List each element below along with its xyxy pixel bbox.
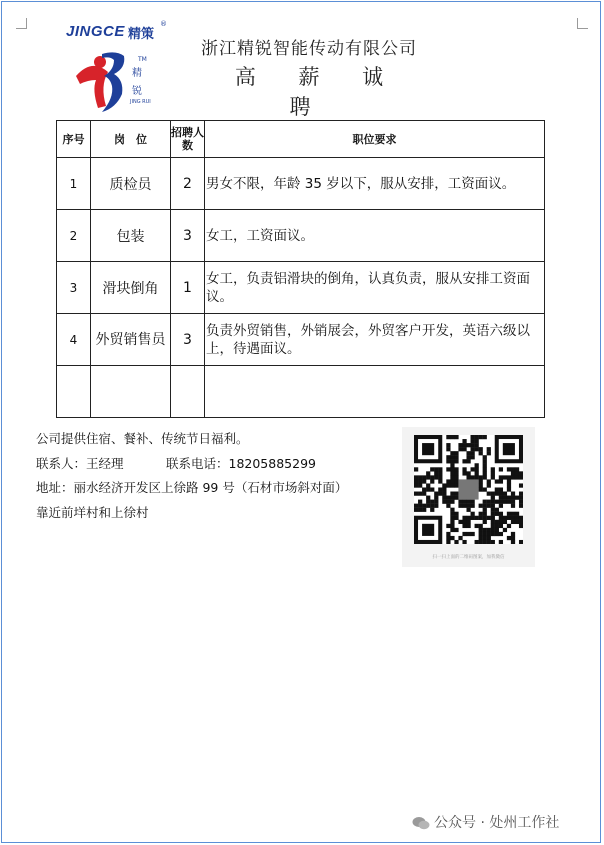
logo-brand: JINGCE <box>66 23 125 40</box>
page-title: 高 薪 诚 聘 <box>234 65 402 119</box>
cell-count: 2 <box>171 158 205 210</box>
cell-index <box>57 366 91 418</box>
cell-position: 质检员 <box>91 158 171 210</box>
cell-requirements: 男女不限，年龄 35 岁以下，服从安排，工资面议。 <box>205 158 545 210</box>
cell-count: 3 <box>171 210 205 262</box>
wechat-qr-code <box>402 427 535 567</box>
cell-position <box>91 366 171 418</box>
col-header-requirements: 职位要求 <box>205 121 545 158</box>
contact-person: 联系人：王经理 <box>36 456 124 471</box>
table-row <box>57 262 545 314</box>
table-header-row <box>57 121 545 158</box>
logo-registered-mark: ® <box>160 20 167 28</box>
cell-position: 滑块倒角 <box>91 262 171 314</box>
cell-index: 2 <box>57 210 91 262</box>
logo-char-2: 锐 <box>132 86 142 97</box>
table-row <box>57 158 545 210</box>
wechat-icon <box>412 816 430 830</box>
cell-requirements <box>205 366 545 418</box>
cell-position: 包装 <box>91 210 171 262</box>
watermark <box>412 812 559 832</box>
cell-count: 1 <box>171 262 205 314</box>
table-row-empty <box>57 366 545 418</box>
logo-char-1: 精 <box>132 68 142 79</box>
corner-mark-left <box>16 18 27 29</box>
contact-phone: 联系电话：18205885299 <box>166 456 316 471</box>
cell-requirements: 女工，负责铝滑块的倒角，认真负责，服从安排工资面议。 <box>205 262 545 314</box>
contact-line <box>36 454 316 472</box>
logo-brand-cn: 精策 <box>128 27 155 42</box>
cell-requirements: 女工，工资面议。 <box>205 210 545 262</box>
col-header-position: 岗 位 <box>91 121 171 158</box>
col-header-index: 序号 <box>57 121 91 158</box>
logo-subtitle: JING RUI <box>130 99 151 105</box>
cell-position: 外贸销售员 <box>91 314 171 366</box>
qr-caption: 扫一扫上面的二维码图案，加我微信 <box>432 555 505 560</box>
cell-count <box>171 366 205 418</box>
jobs-table <box>56 120 545 418</box>
company-logo <box>62 20 174 118</box>
company-name: 浙江精锐智能传动有限公司 <box>201 39 417 59</box>
corner-mark-right <box>577 18 588 29</box>
col-header-count: 招聘人数 <box>171 121 205 158</box>
address-text: 地址：丽水经济开发区上徐路 99 号（石材市场斜对面） <box>36 480 348 495</box>
nearby-text: 靠近前垟村和上徐村 <box>36 505 149 520</box>
table-row <box>57 314 545 366</box>
cell-count: 3 <box>171 314 205 366</box>
table-row <box>57 210 545 262</box>
logo-tm: TM <box>138 56 147 63</box>
watermark-text: 公众号 · 处州工作社 <box>434 815 560 831</box>
benefits-text: 公司提供住宿、餐补、传统节日福利。 <box>36 431 249 446</box>
cell-index: 1 <box>57 158 91 210</box>
qr-code-icon <box>414 435 523 544</box>
cell-index: 4 <box>57 314 91 366</box>
cell-index: 3 <box>57 262 91 314</box>
cell-requirements: 负责外贸销售，外销展会，外贸客户开发，英语六级以上，待遇面议。 <box>205 314 545 366</box>
